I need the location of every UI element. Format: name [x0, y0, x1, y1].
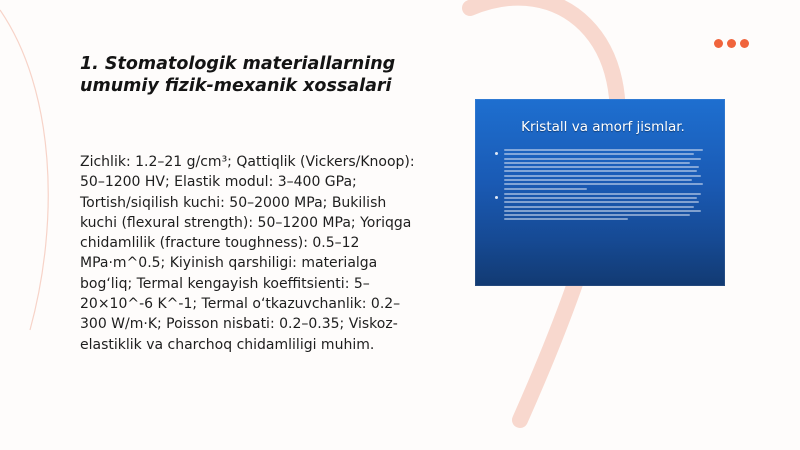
dot [727, 39, 736, 48]
illegible-text-line [504, 188, 587, 190]
illegible-text-line [504, 175, 701, 177]
illegible-text-line [504, 149, 703, 151]
embedded-slide-image [475, 99, 725, 286]
left-arc-line [0, 10, 48, 330]
illegible-text-line [504, 214, 690, 216]
embedded-bullet [495, 193, 711, 221]
illegible-text-line [504, 201, 699, 203]
embedded-bullet [495, 149, 711, 190]
illegible-text-line [504, 197, 697, 199]
embedded-slide-bullets [495, 149, 711, 220]
illegible-text-line [504, 206, 694, 208]
illegible-text-line [504, 153, 694, 155]
illegible-text-line [504, 162, 690, 164]
slide-title: 1. Stomatologik materiallarning umumiy fizik-mexanik xossalari [80, 54, 396, 96]
illegible-text-line [504, 166, 699, 168]
illegible-text-line [504, 158, 701, 160]
slide-body-text: Zichlik: 1.2–21 g/cm³; Qattiqlik (Vickers/Knoop): 50–1200 HV; Elastik modul: 3–400 GPa; Tortish/siqilish kuchi: 50–2000 MPa; Bukilish kuchi (flexural strength): 50–1200 MPa; Yoriqga chidamlilik (fracture toughness): 0.5–12 MPa·m^0.5; Kiyinish qarshiligi: materialga bog‘liq; Termal kengayish koeffitsienti: 5–20×10^-6 K^-1; Termal o‘tkazuvchanlik: 0.2–300 W/m·K; Poisson nisbati: 0.2–0.35; Viskoz-elastiklik va charchoq chidamliligi muhim. [80, 154, 415, 353]
dot [714, 39, 723, 48]
dot [740, 39, 749, 48]
illegible-text-line [504, 210, 701, 212]
illegible-text-line [504, 193, 701, 195]
illegible-text-line [504, 183, 703, 185]
illegible-text-line [504, 218, 628, 220]
menu-dots-icon [714, 39, 749, 48]
embedded-slide-title: Kristall va amorf jismlar. [521, 119, 685, 135]
illegible-text-line [504, 170, 697, 172]
illegible-text-line [504, 179, 692, 181]
